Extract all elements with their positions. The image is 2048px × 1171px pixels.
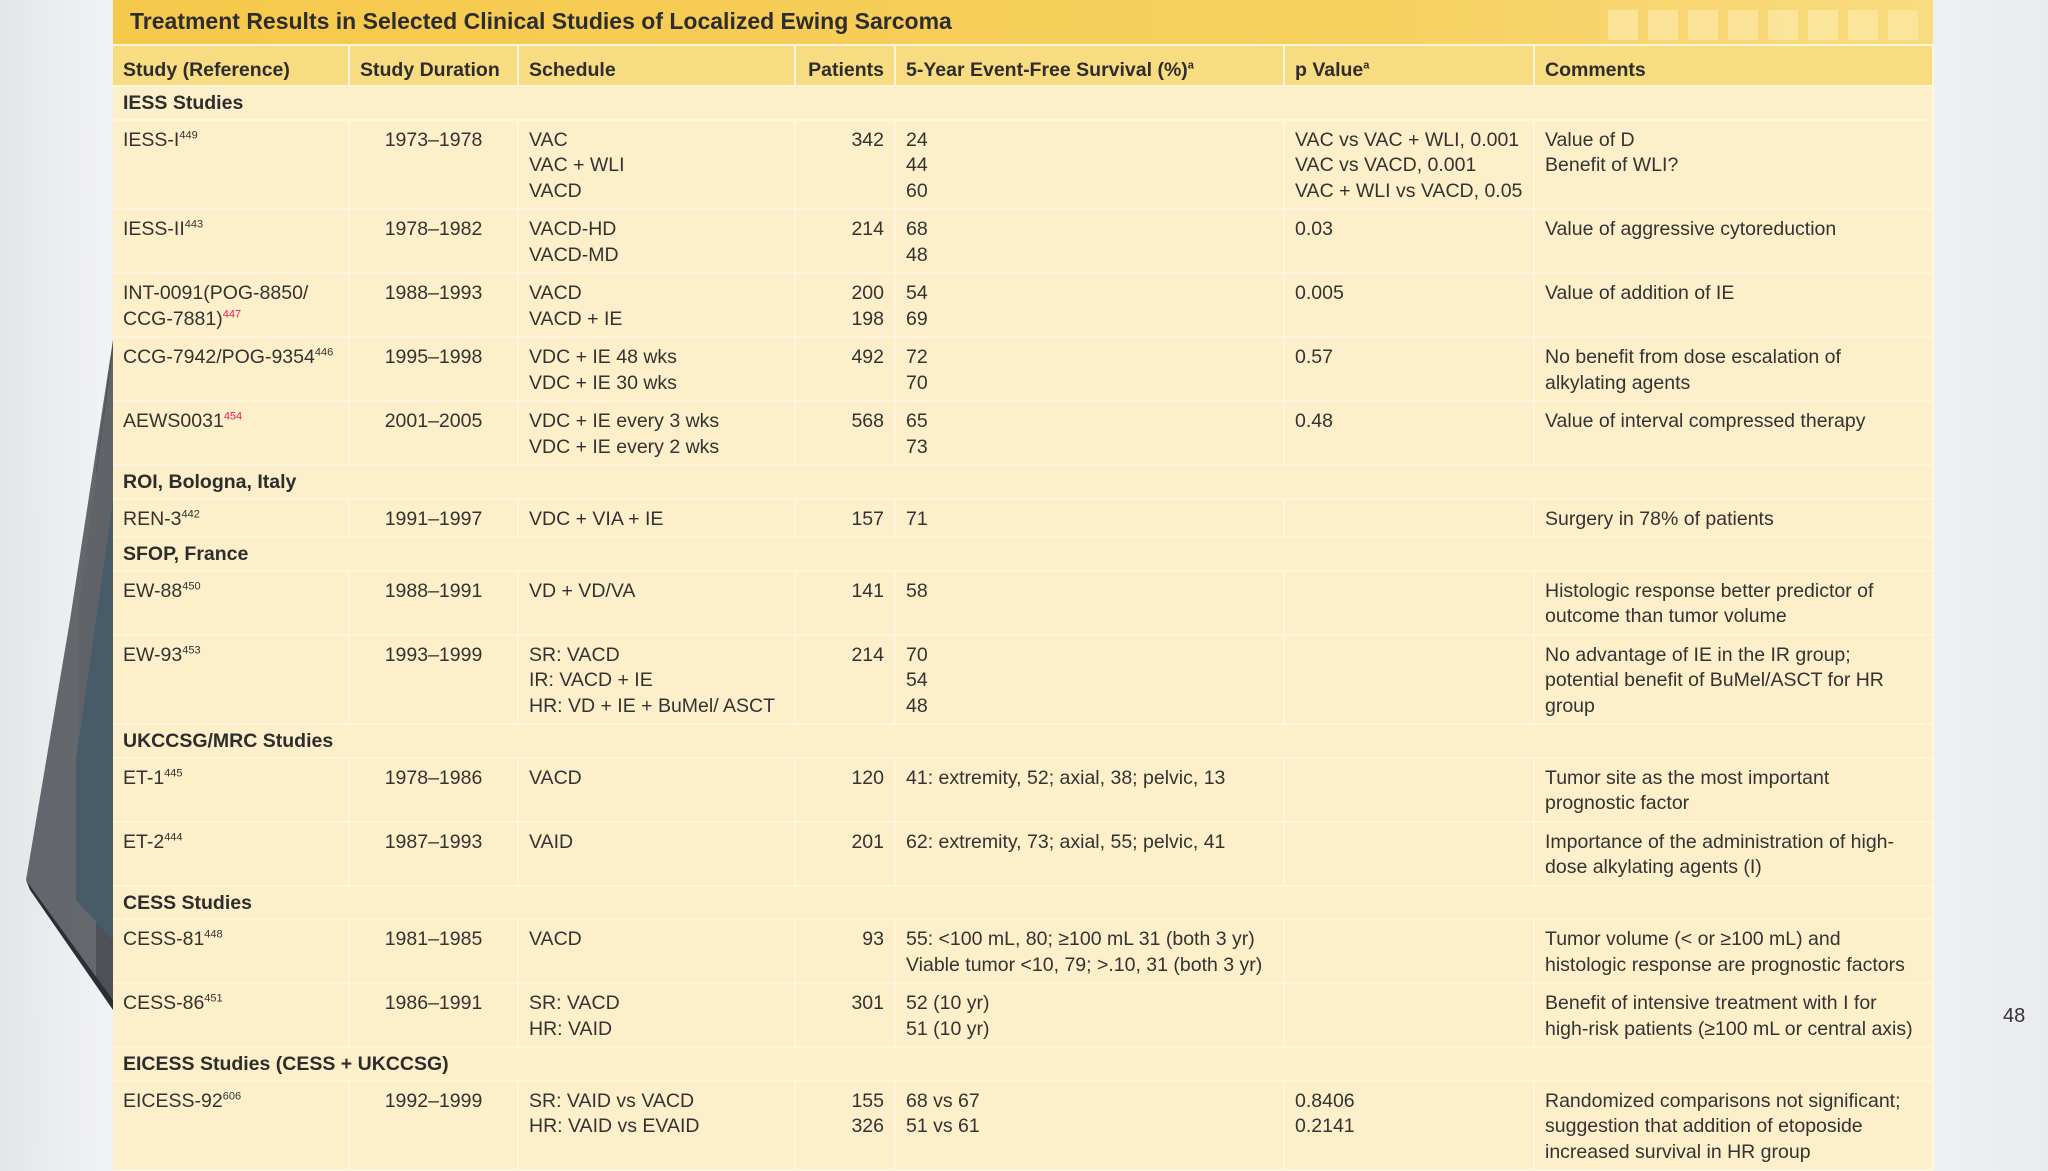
footnote-mark: a xyxy=(1187,59,1194,72)
reference-number: 447 xyxy=(222,308,242,320)
cell-line: histologic response are prognostic factors xyxy=(1545,953,1905,976)
cell-line: Tumor volume (< or ≥100 mL) and xyxy=(1545,928,1841,950)
table-title: Treatment Results in Selected Clinical Studies of Localized Ewing Sarcoma xyxy=(130,8,952,34)
cell-line: 70 xyxy=(906,371,928,394)
cell-line: 301 xyxy=(851,992,884,1014)
column-header: Comments xyxy=(1534,46,1933,86)
results-table xyxy=(113,46,1934,1171)
cell-line: 58 xyxy=(906,579,928,602)
p-value-cell xyxy=(1284,983,1534,1047)
cell-line: VAC vs VAC + WLI, 0.001 xyxy=(1295,128,1520,151)
comments-cell xyxy=(1534,337,1933,401)
cell-line: VACD + IE xyxy=(529,307,623,330)
cell-line: VACD xyxy=(529,179,582,202)
column-header: Schedule xyxy=(518,46,795,86)
cell-line: VACD xyxy=(529,766,582,789)
duration-cell: 2001–2005 xyxy=(349,401,518,465)
section-row xyxy=(113,724,1933,758)
efs-cell xyxy=(895,822,1284,886)
cell-line: Value of interval compressed therapy xyxy=(1545,410,1866,432)
patients-cell xyxy=(795,758,895,822)
duration-cell: 1988–1993 xyxy=(349,273,518,337)
cell-line: HR: VD + IE + BuMel/ ASCT xyxy=(529,694,775,717)
study-cell xyxy=(113,1081,349,1171)
study-cell xyxy=(113,983,349,1047)
cell-line: 60 xyxy=(906,179,928,202)
p-value-cell xyxy=(1284,120,1534,210)
p-value-cell xyxy=(1284,635,1534,725)
cell-line: Tumor site as the most important xyxy=(1545,766,1830,789)
duration-cell: 1978–1986 xyxy=(349,758,518,822)
efs-cell xyxy=(895,635,1284,725)
section-label: UKCCSG/MRC Studies xyxy=(113,724,1933,758)
cell-line: Value of D xyxy=(1545,128,1635,151)
cell-line: 68 xyxy=(906,218,928,240)
duration-cell: 1987–1993 xyxy=(349,822,518,886)
reference-number: 445 xyxy=(164,767,183,779)
cell-line: 155 xyxy=(851,1089,884,1112)
schedule-cell xyxy=(518,758,795,822)
schedule-cell xyxy=(518,337,795,401)
table-row xyxy=(113,983,1933,1047)
section-row xyxy=(113,465,1933,499)
cell-line: increased survival in HR group xyxy=(1545,1140,1811,1163)
comments-cell xyxy=(1534,1081,1933,1171)
section-label: ROI, Bologna, Italy xyxy=(113,465,1933,499)
patients-cell xyxy=(795,571,895,635)
patients-cell xyxy=(795,273,895,337)
reference-number: 453 xyxy=(182,644,201,656)
cell-line: 200 xyxy=(851,282,884,304)
comments-cell xyxy=(1534,273,1933,337)
cell-line: 70 xyxy=(906,643,928,666)
reference-number: 450 xyxy=(182,580,201,592)
cell-line: 0.005 xyxy=(1295,282,1344,304)
cell-line: dose alkylating agents (I) xyxy=(1545,856,1762,878)
patients-cell xyxy=(795,1081,895,1171)
comments-cell xyxy=(1534,635,1933,725)
study-name-cont: CCG-7881) xyxy=(123,307,223,330)
cell-line: VDC + VIA + IE xyxy=(529,507,664,530)
p-value-cell xyxy=(1284,822,1534,886)
title-bar xyxy=(113,0,1933,46)
schedule-cell xyxy=(518,401,795,465)
efs-cell xyxy=(895,120,1284,210)
table-row xyxy=(113,337,1933,401)
study-cell xyxy=(113,337,349,401)
cell-line: VAID xyxy=(529,830,574,853)
duration-cell: 1978–1982 xyxy=(349,209,518,273)
cell-line: prognostic factor xyxy=(1545,792,1690,814)
cell-line: 48 xyxy=(906,694,928,717)
reference-number: 454 xyxy=(223,410,243,423)
table-row xyxy=(113,758,1933,822)
cell-line: SR: VACD xyxy=(529,643,620,666)
study-name: CESS-86 xyxy=(123,992,205,1014)
study-name: ET-1 xyxy=(123,766,165,789)
study-cell xyxy=(113,822,349,886)
cell-line: 72 xyxy=(906,346,928,368)
cell-line: 54 xyxy=(906,282,928,304)
section-label: SFOP, France xyxy=(113,537,1933,571)
cell-line: 52 (10 yr) xyxy=(906,992,990,1014)
p-value-cell xyxy=(1284,401,1534,465)
patients-cell xyxy=(795,983,895,1047)
patients-cell xyxy=(795,919,895,983)
efs-cell xyxy=(895,209,1284,273)
cell-line: 48 xyxy=(906,243,928,266)
cell-line: No benefit from dose escalation of xyxy=(1545,346,1841,368)
study-cell xyxy=(113,401,349,465)
cell-line: VDC + IE 30 wks xyxy=(529,371,677,394)
duration-cell: 1986–1991 xyxy=(349,983,518,1047)
cell-line: 201 xyxy=(851,830,884,853)
p-value-cell xyxy=(1284,273,1534,337)
cell-line: 51 (10 yr) xyxy=(906,1017,990,1040)
cell-line: Histologic response better predictor of xyxy=(1545,579,1874,602)
cell-line: HR: VAID vs EVAID xyxy=(529,1115,700,1137)
table-body xyxy=(113,86,1933,1170)
cell-line: 141 xyxy=(851,579,884,602)
table-row xyxy=(113,635,1933,725)
cell-line: 73 xyxy=(906,435,928,458)
cell-line: VAC + WLI vs VACD, 0.05 xyxy=(1295,179,1523,202)
patients-cell xyxy=(795,120,895,210)
cell-line: 24 xyxy=(906,128,928,151)
column-header: Patients xyxy=(795,46,895,86)
table-row xyxy=(113,1081,1933,1171)
table-row xyxy=(113,209,1933,273)
comments-cell xyxy=(1534,822,1933,886)
schedule-cell xyxy=(518,822,795,886)
study-name: EW-93 xyxy=(123,643,183,666)
cell-line: IR: VACD + IE xyxy=(529,669,653,691)
cell-line: Benefit of intensive treatment with I for xyxy=(1545,992,1877,1014)
comments-cell xyxy=(1534,401,1933,465)
cell-line: group xyxy=(1545,694,1595,717)
cell-line: 44 xyxy=(906,154,928,176)
reference-number: 606 xyxy=(222,1090,242,1102)
study-cell xyxy=(113,273,349,337)
patients-cell xyxy=(795,822,895,886)
patients-cell xyxy=(795,499,895,538)
cell-line: No advantage of IE in the IR group; xyxy=(1545,643,1851,666)
cell-line: outcome than tumor volume xyxy=(1545,605,1787,627)
study-cell xyxy=(113,499,349,538)
schedule-cell xyxy=(518,919,795,983)
section-row xyxy=(113,886,1933,920)
study-name: IESS-I xyxy=(123,128,180,151)
slide xyxy=(113,0,2026,1163)
table-row xyxy=(113,273,1933,337)
study-cell xyxy=(113,919,349,983)
cell-line: Importance of the administration of high- xyxy=(1545,830,1895,853)
cell-line: Value of aggressive cytoreduction xyxy=(1545,218,1837,240)
p-value-cell xyxy=(1284,758,1534,822)
cell-line: Viable tumor <10, 79; >.10, 31 (both 3 yr) xyxy=(906,953,1263,976)
comments-cell xyxy=(1534,983,1933,1047)
reference-number: 443 xyxy=(184,218,204,231)
cell-line: HR: VAID xyxy=(529,1017,613,1040)
column-header: Study (Reference) xyxy=(113,46,349,86)
duration-cell: 1973–1978 xyxy=(349,120,518,210)
schedule-cell xyxy=(518,209,795,273)
study-cell xyxy=(113,209,349,273)
efs-cell xyxy=(895,401,1284,465)
schedule-cell xyxy=(518,635,795,725)
comments-cell xyxy=(1534,919,1933,983)
cell-line: VDC + IE 48 wks xyxy=(529,346,677,368)
table-row xyxy=(113,919,1933,983)
page-number: 48 xyxy=(2003,1005,2026,1027)
cell-line: 198 xyxy=(851,307,884,330)
table-row xyxy=(113,571,1933,635)
cell-line: VACD xyxy=(529,928,582,950)
section-label: CESS Studies xyxy=(113,886,1933,920)
cell-line: 492 xyxy=(851,346,884,368)
efs-cell xyxy=(895,273,1284,337)
cell-line: 55: <100 mL, 80; ≥100 mL 31 (both 3 yr) xyxy=(906,928,1255,950)
cell-line: VACD-MD xyxy=(529,243,619,266)
study-name: INT-0091(POG-8850/ xyxy=(123,282,309,304)
patients-cell xyxy=(795,209,895,273)
cell-line: 93 xyxy=(862,928,884,950)
comments-cell xyxy=(1534,758,1933,822)
comments-cell xyxy=(1534,120,1933,210)
cell-line: 69 xyxy=(906,307,928,330)
efs-cell xyxy=(895,758,1284,822)
duration-cell: 1988–1991 xyxy=(349,571,518,635)
decorative-squares xyxy=(1513,0,1933,44)
reference-number: 448 xyxy=(204,928,223,941)
cell-line: SR: VACD xyxy=(529,992,620,1014)
section-row xyxy=(113,537,1933,571)
duration-cell: 1981–1985 xyxy=(349,919,518,983)
patients-cell xyxy=(795,401,895,465)
cell-line: 0.8406 xyxy=(1295,1089,1355,1112)
cell-line: Value of addition of IE xyxy=(1545,282,1735,304)
table-row xyxy=(113,499,1933,538)
cell-line: 326 xyxy=(851,1115,884,1137)
cell-line: VACD xyxy=(529,282,582,304)
table-row xyxy=(113,120,1933,210)
column-header: Study Duration xyxy=(349,46,518,86)
duration-cell: 1995–1998 xyxy=(349,337,518,401)
cell-line: 62: extremity, 73; axial, 55; pelvic, 41 xyxy=(906,830,1226,853)
reference-number: 451 xyxy=(204,992,223,1005)
study-cell xyxy=(113,120,349,210)
schedule-cell xyxy=(518,983,795,1047)
schedule-cell xyxy=(518,571,795,635)
footnote-mark: a xyxy=(1363,59,1370,72)
cell-line: alkylating agents xyxy=(1545,371,1691,394)
cell-line: suggestion that addition of etoposide xyxy=(1545,1115,1863,1137)
schedule-cell xyxy=(518,273,795,337)
cell-line: 54 xyxy=(906,669,928,691)
study-name: REN-3 xyxy=(123,507,182,530)
cell-line: 214 xyxy=(851,218,884,240)
table-row xyxy=(113,401,1933,465)
cell-line: 568 xyxy=(851,410,884,432)
section-label: EICESS Studies (CESS + UKCCSG) xyxy=(113,1047,1933,1081)
duration-cell: 1992–1999 xyxy=(349,1081,518,1171)
cell-line: SR: VAID vs VACD xyxy=(529,1089,695,1112)
p-value-cell xyxy=(1284,571,1534,635)
study-name: IESS-II xyxy=(123,218,185,240)
reference-number: 444 xyxy=(164,831,183,843)
section-label: IESS Studies xyxy=(113,86,1933,120)
cell-line: 41: extremity, 52; axial, 38; pelvic, 13 xyxy=(906,766,1226,789)
p-value-cell xyxy=(1284,919,1534,983)
cell-line: 0.57 xyxy=(1295,346,1333,368)
cell-line: VACD-HD xyxy=(529,218,617,240)
p-value-cell xyxy=(1284,337,1534,401)
cell-line: Surgery in 78% of patients xyxy=(1545,507,1774,530)
cell-line: 65 xyxy=(906,410,928,432)
study-name: AEWS0031 xyxy=(123,410,224,432)
schedule-cell xyxy=(518,1081,795,1171)
schedule-cell xyxy=(518,499,795,538)
cell-line: 51 vs 61 xyxy=(906,1115,980,1137)
cell-line: VDC + IE every 3 wks xyxy=(529,410,720,432)
patients-cell xyxy=(795,635,895,725)
section-row xyxy=(113,86,1933,120)
cell-line: Randomized comparisons not significant; xyxy=(1545,1089,1901,1112)
efs-cell xyxy=(895,919,1284,983)
efs-cell xyxy=(895,1081,1284,1171)
section-row xyxy=(113,1047,1933,1081)
p-value-cell xyxy=(1284,1081,1534,1171)
efs-cell xyxy=(895,571,1284,635)
cell-line: VAC xyxy=(529,128,568,151)
study-cell xyxy=(113,635,349,725)
cell-line: 71 xyxy=(906,507,928,530)
study-name: EW-88 xyxy=(123,579,183,602)
study-name: CCG-7942/POG-9354 xyxy=(123,346,315,368)
cell-line: high-risk patients (≥100 mL or central axis) xyxy=(1545,1017,1913,1040)
study-cell xyxy=(113,571,349,635)
table-row xyxy=(113,822,1933,886)
cell-line: 0.03 xyxy=(1295,218,1333,240)
cell-line: VD + VD/VA xyxy=(529,579,636,602)
study-name: EICESS-92 xyxy=(123,1089,223,1112)
cell-line: Benefit of WLI? xyxy=(1545,154,1679,176)
reference-number: 446 xyxy=(314,346,334,359)
cell-line: 214 xyxy=(851,643,884,666)
cell-line: potential benefit of BuMel/ASCT for HR xyxy=(1545,669,1884,691)
cell-line: VDC + IE every 2 wks xyxy=(529,435,720,458)
cell-line: 342 xyxy=(851,128,884,151)
duration-cell: 1991–1997 xyxy=(349,499,518,538)
cell-line: 68 vs 67 xyxy=(906,1089,980,1112)
comments-cell xyxy=(1534,571,1933,635)
efs-cell xyxy=(895,983,1284,1047)
cell-line: 157 xyxy=(851,507,884,530)
cell-line: VAC vs VACD, 0.001 xyxy=(1295,154,1477,176)
study-name: ET-2 xyxy=(123,830,165,853)
patients-cell xyxy=(795,337,895,401)
cell-line: 0.2141 xyxy=(1295,1115,1355,1137)
efs-cell xyxy=(895,499,1284,538)
cell-line: 120 xyxy=(851,766,884,789)
comments-cell xyxy=(1534,499,1933,538)
p-value-cell xyxy=(1284,209,1534,273)
cell-line: 0.48 xyxy=(1295,410,1333,432)
header-row xyxy=(113,46,1933,86)
column-header: 5-Year Event-Free Survival (%)$^a$ xyxy=(895,46,1284,86)
cell-line: VAC + WLI xyxy=(529,154,625,176)
comments-cell xyxy=(1534,209,1933,273)
reference-number: 449 xyxy=(179,129,198,141)
column-header: p Value$^a$ xyxy=(1284,46,1534,86)
duration-cell: 1993–1999 xyxy=(349,635,518,725)
study-cell xyxy=(113,758,349,822)
p-value-cell xyxy=(1284,499,1534,538)
study-name: CESS-81 xyxy=(123,928,205,950)
schedule-cell xyxy=(518,120,795,210)
efs-cell xyxy=(895,337,1284,401)
reference-number: 442 xyxy=(181,508,200,520)
